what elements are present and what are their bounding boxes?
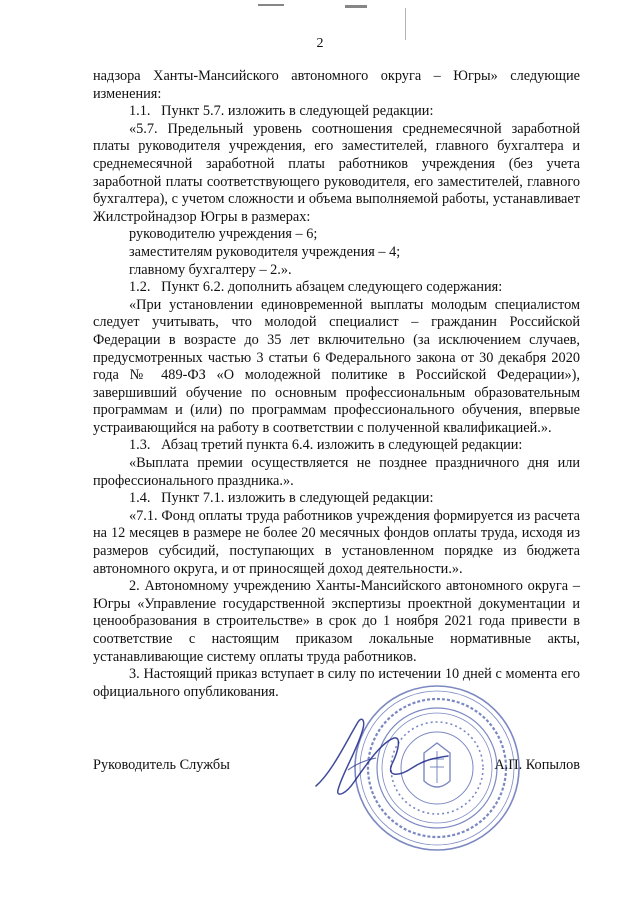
paragraph: 3. Настоящий приказ вступает в силу по истечении 10 дней с момента его официального опубликования. xyxy=(93,666,580,700)
paragraph: 1.4. Пункт 7.1. изложить в следующей редакции: xyxy=(129,490,434,507)
page-number: 2 xyxy=(316,36,324,51)
paragraph: надзора Ханты-Мансийского автономного округа – Югры» следующие изменения: xyxy=(93,68,580,102)
paragraph: «Выплата премии осуществляется не позднее праздничного дня или профессионального праздника.». xyxy=(93,455,580,489)
list-item: заместителям руководителя учреждения – 4; xyxy=(129,243,401,260)
signer-name: А.П. Копылов xyxy=(494,757,580,773)
paragraph: 2. Автономному учреждению Ханты-Мансийского автономного округа – Югры «Управление государственной экспертизы проектной документации и ценообразования в строительстве» в срок до 1 ноября 2021 года привести в соответствие с настоящим приказом локальные нормативные акты, устанавливающие систему оплаты труда работников. xyxy=(93,578,580,665)
scan-artifact xyxy=(258,4,284,6)
list-item: главному бухгалтеру – 2.». xyxy=(129,261,292,278)
paragraph: 1.3. Абзац третий пункта 6.4. изложить в следующей редакции: xyxy=(129,437,523,454)
document-body xyxy=(93,68,580,701)
paragraph: «При установлении единовременной выплаты молодым специалистом следует учитывать, что молодой специалист – гражданин Российской Федерации в возрасте до 35 лет включительно (за исключением случаев, предусмотренных частью 3 статьи 6 Федерального закона от 30 декабря 2020 года № 489-ФЗ «О молодежной политике в Российской Федерации»), завершивший обучение по основным профессиональным образовательным программам и (или) по программам профессионального обучения, впервые устраивающийся на работу в соответствии с полученной квалификацией.». xyxy=(93,296,580,436)
paragraph: 1.1. Пункт 5.7. изложить в следующей редакции: xyxy=(129,103,434,120)
signer-title: Руководитель Службы xyxy=(93,757,230,773)
paragraph: 1.2. Пункт 6.2. дополнить абзацем следующего содержания: xyxy=(129,279,503,296)
scan-artifact xyxy=(345,5,367,8)
signature-block xyxy=(93,757,580,777)
scan-artifact xyxy=(405,8,406,40)
paragraph: «5.7. Предельный уровень соотношения среднемесячной заработной платы руководителя учреждения, его заместителей, главного бухгалтера и среднемесячной заработной платы работников учреждения (без учета заработной платы соответствующего руководителя, его заместителей, главного бухгалтера), с учетом сложности и объема выполняемой работы, устанавливает Жилстройнадзор Югры в размерах: xyxy=(93,120,580,225)
paragraph: «7.1. Фонд оплаты труда работников учреждения формируется из расчета на 12 месяцев в размере не более 20 месячных фондов оплаты труда, исходя из размеров субсидий, поступающих в установленном порядке из бюджета автономного округа, и от приносящей доход деятельности.». xyxy=(93,507,580,577)
list-item: руководителю учреждения – 6; xyxy=(129,226,318,243)
